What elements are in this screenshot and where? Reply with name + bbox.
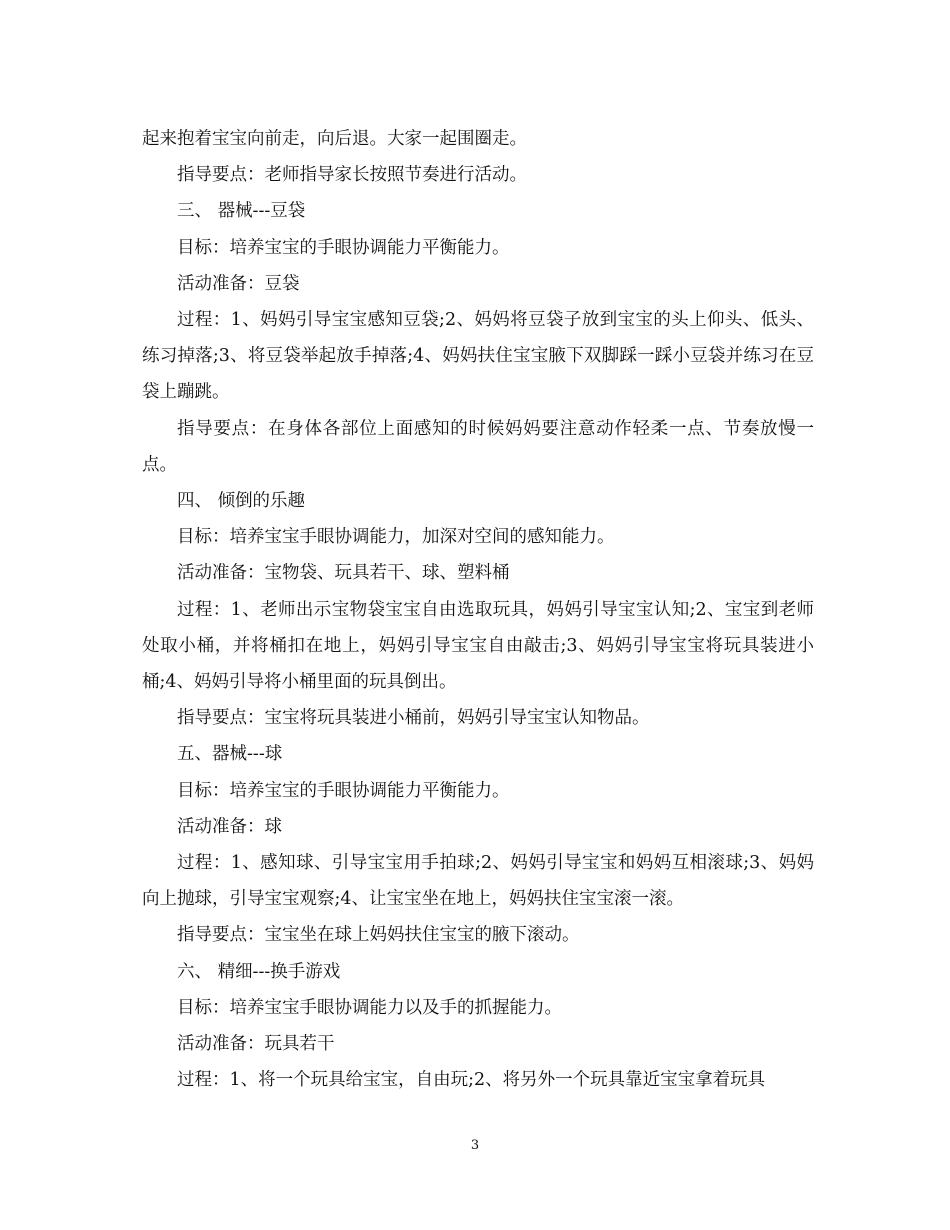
paragraph: 目标：培养宝宝的手眼协调能力平衡能力。 — [177, 237, 510, 258]
page-number: 3 — [470, 1138, 480, 1153]
paragraph: 过程：1、妈妈引导宝宝感知豆袋;2、妈妈将豆袋子放到宝宝的头上仰头、低头、练习掉落;3、将豆袋举起放手掉落;4、妈妈扶住宝宝腋下双脚踩一踩小豆袋并练习在豆袋上蹦跳。 — [142, 310, 814, 403]
paragraph: 活动准备：玩具若干 — [177, 1034, 335, 1055]
paragraph: 目标：培养宝宝手眼协调能力以及手的抓握能力。 — [177, 997, 562, 1018]
paragraph: 指导要点：老师指导家长按照节奏进行活动。 — [177, 165, 527, 186]
paragraph: 起来抱着宝宝向前走，向后退。大家一起围圈走。 — [142, 129, 527, 149]
paragraph: 目标：培养宝宝的手眼协调能力平衡能力。 — [177, 780, 510, 801]
paragraph: 过程：1、老师出示宝物袋宝宝自由选取玩具，妈妈引导宝宝认知;2、宝宝到老师处取小桶，并将桶扣在地上，妈妈引导宝宝自由敲击;3、妈妈引导宝宝将玩具装进小桶;4、妈妈引导将小桶里面的玩具倒出。 — [142, 599, 814, 693]
paragraph: 五、器械---球 — [177, 744, 283, 765]
paragraph: 过程：1、将一个玩具给宝宝，自由玩;2、将另外一个玩具靠近宝宝拿着玩具 — [177, 1070, 766, 1091]
page-body — [142, 121, 814, 1098]
paragraph: 三、 器械---豆袋 — [177, 201, 306, 222]
paragraph: 过程：1、感知球、引导宝宝用手拍球;2、妈妈引导宝宝和妈妈互相滚球;3、妈妈向上抛球，引导宝宝观察;4、让宝宝坐在地上，妈妈扶住宝宝滚一滚。 — [142, 853, 814, 910]
paragraph: 活动准备：宝物袋、玩具若干、球、塑料桶 — [177, 563, 510, 584]
paragraph: 四、 倾倒的乐趣 — [177, 491, 306, 512]
paragraph: 活动准备：球 — [177, 816, 282, 837]
paragraph: 目标：培养宝宝手眼协调能力，加深对空间的感知能力。 — [177, 527, 615, 548]
paragraph: 指导要点：宝宝坐在球上妈妈扶住宝宝的腋下滚动。 — [177, 925, 580, 946]
paragraph: 活动准备：豆袋 — [177, 273, 300, 294]
paragraph: 六、 精细---换手游戏 — [177, 961, 341, 982]
paragraph: 指导要点：宝宝将玩具装进小桶前，妈妈引导宝宝认知物品。 — [177, 708, 650, 729]
paragraph: 指导要点：在身体各部位上面感知的时候妈妈要注意动作轻柔一点、节奏放慢一点。 — [142, 418, 814, 475]
